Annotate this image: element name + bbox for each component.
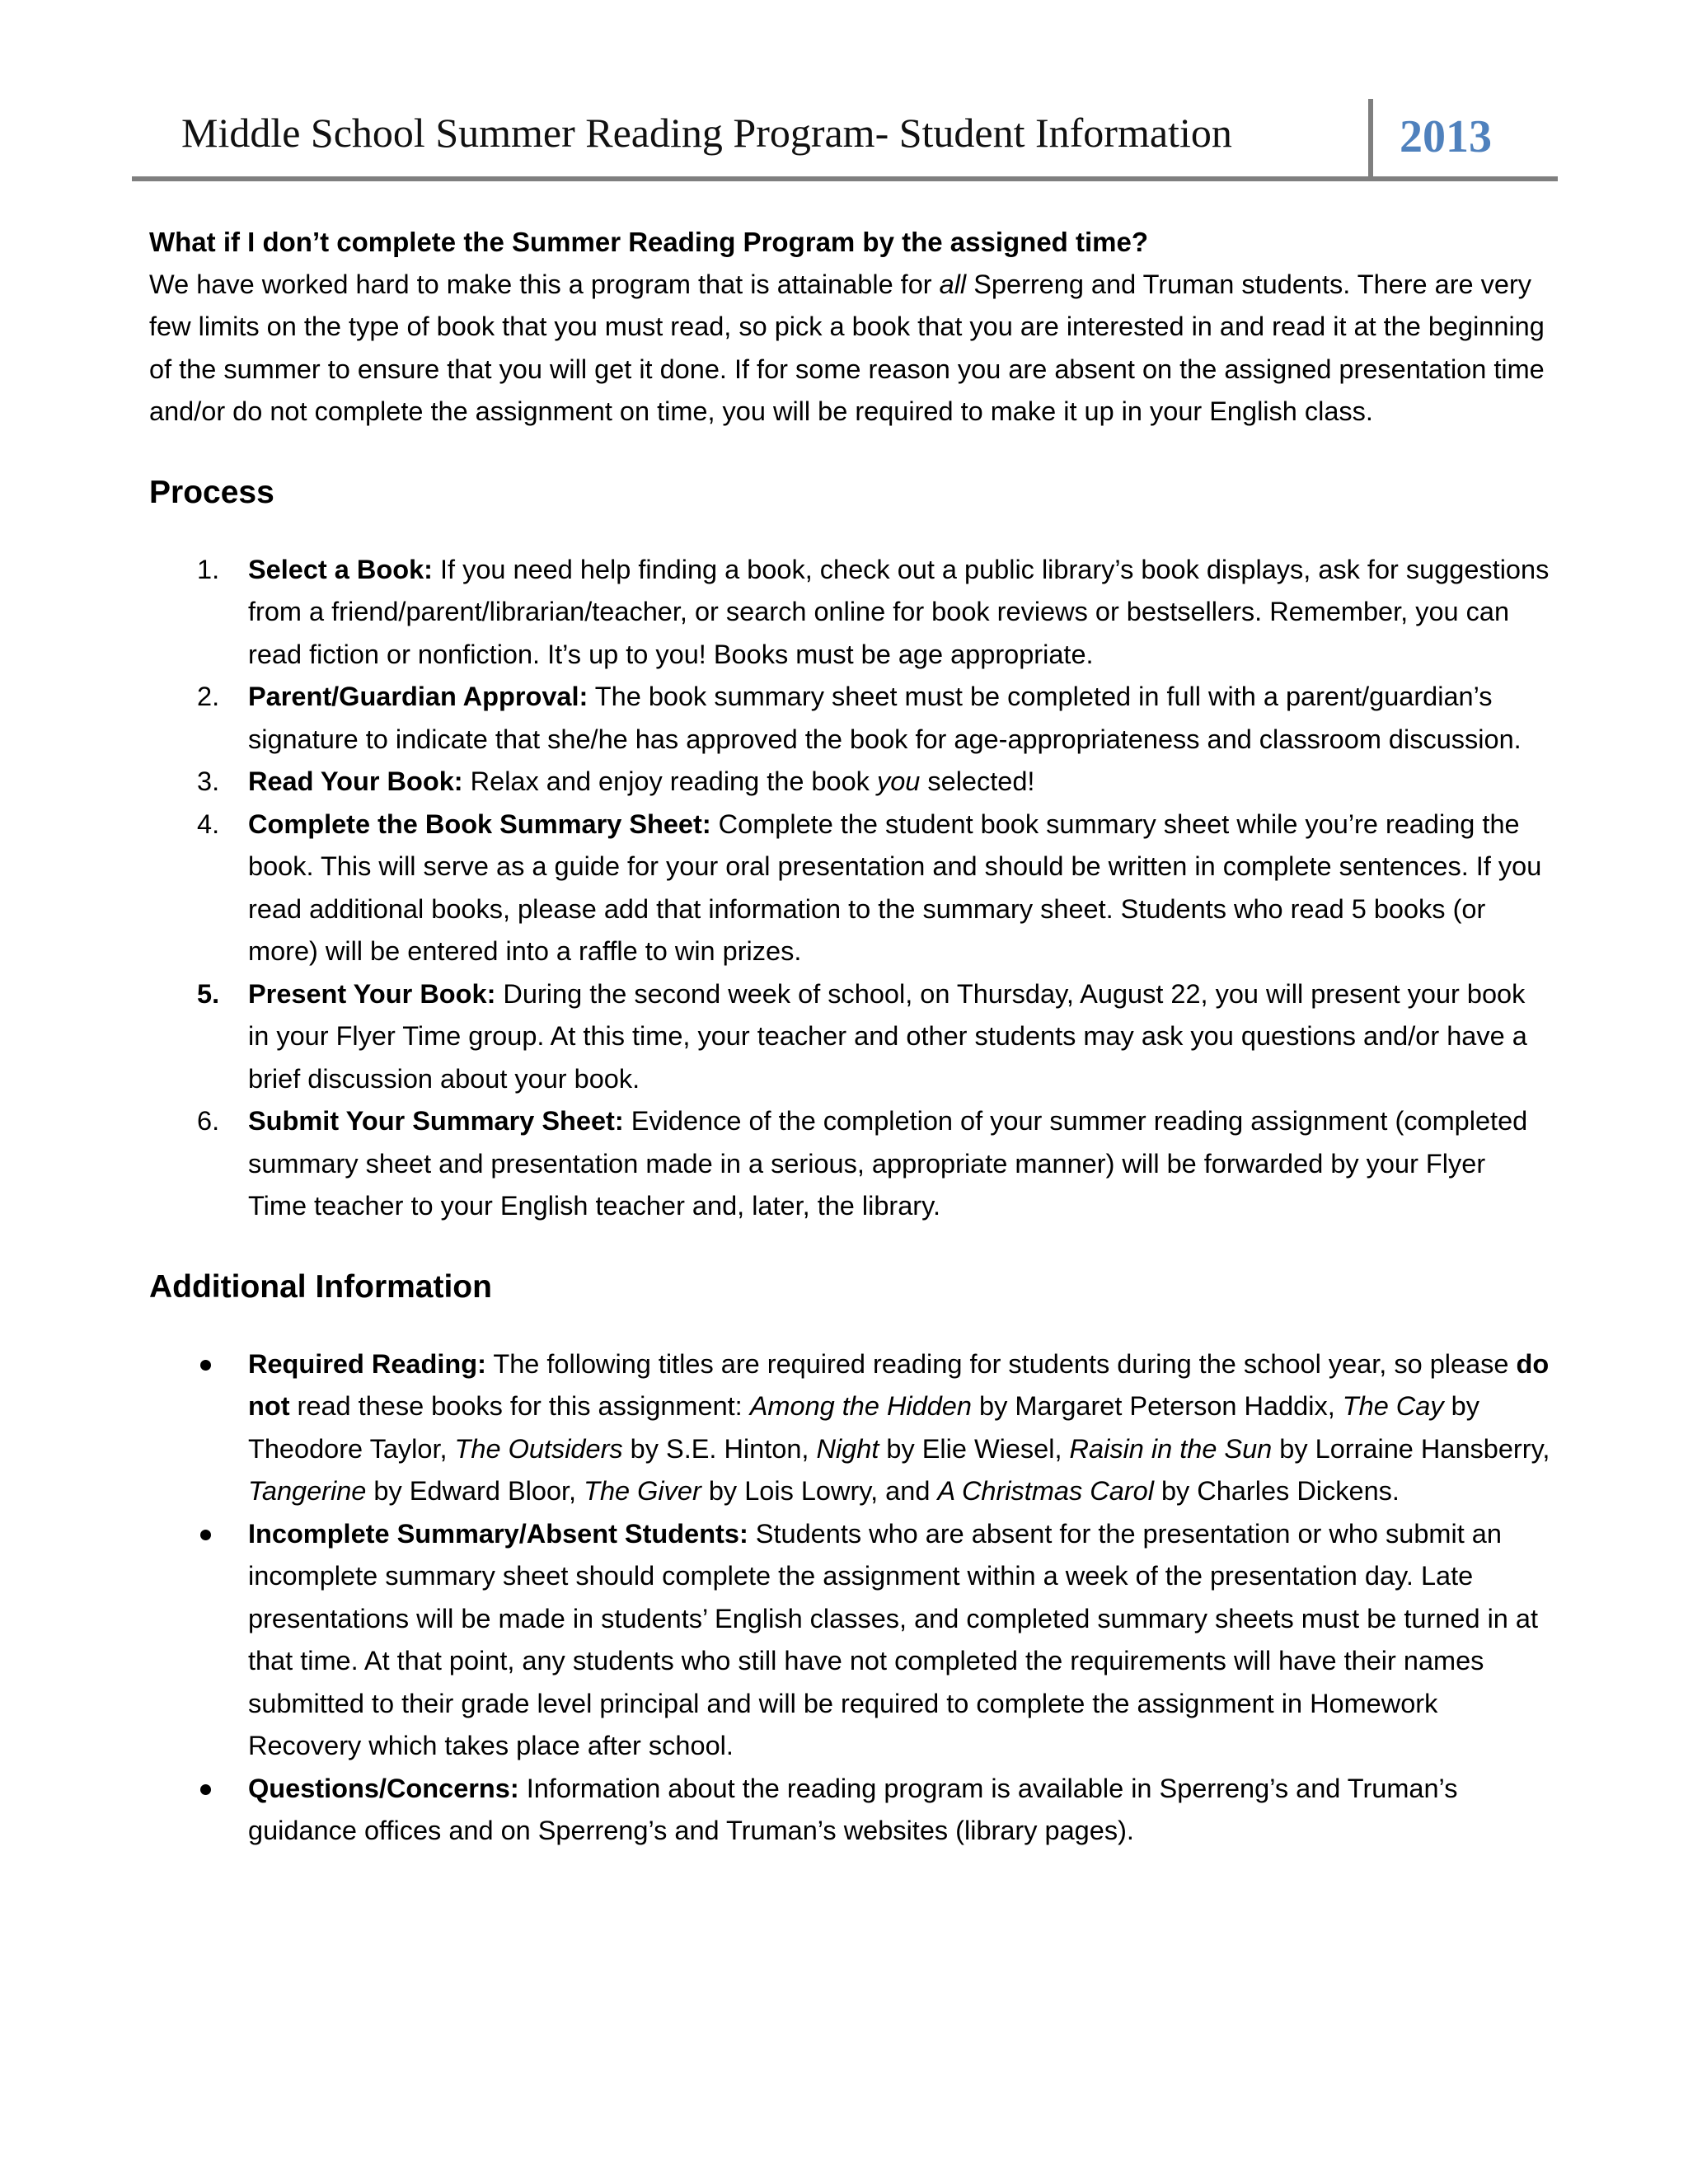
book-title: Tangerine	[248, 1476, 367, 1506]
item-text: The book summary sheet must be completed in full with a parent/guardian’s signature to indicate that she/he has approved the book for age-appropriateness and classroom discussion.	[248, 682, 1522, 754]
list-item	[149, 804, 1550, 973]
header-rule	[132, 176, 1558, 181]
item-number: 4.	[197, 808, 220, 839]
book-title: The Giver	[584, 1476, 701, 1506]
item-text: by Edward Bloor,	[366, 1476, 584, 1506]
item-number: 3.	[197, 766, 220, 796]
list-item	[149, 1343, 1550, 1513]
bullet-icon	[200, 1530, 211, 1540]
list-item	[149, 676, 1550, 761]
item-text: by Theodore Taylor,	[248, 1391, 1479, 1464]
item-text: by S.E. Hinton,	[622, 1433, 817, 1464]
intro-text-2: Sperreng and Truman students. There are very few limits on the type of book that you must read, so pick a book that you are interested in and read it at the beginning of the summer to ensure that you will get it done. If for some reason you are absent on the assigned presentation time and/or do not complete the assignment on time, you will be required to make it up in your English class.	[149, 269, 1545, 426]
item-number: 6.	[197, 1106, 220, 1136]
item-text: Students who are absent for the presentation or who submit an incomplete summary sheet should complete the assignment within a week of the presentation day. Late presentations will be made in students’ English classes, and completed summary sheets must be turned in at that time. At that point, any students who still have not completed the requirements will have their names submitted to their grade level principal and will be required to complete the assignment in Homework Recovery which takes place after school.	[248, 1518, 1539, 1760]
item-label: Complete the Book Summary Sheet:	[248, 808, 711, 839]
list-item	[149, 1100, 1550, 1228]
intro-question: What if I don’t complete the Summer Reading Program by the assigned time?	[149, 227, 1149, 257]
additional-heading: Additional Information	[149, 1268, 492, 1305]
item-number: 5.	[197, 978, 220, 1009]
item-text: The following titles are required reading for students during the school year, so please	[485, 1348, 1517, 1379]
intro-paragraph	[149, 264, 1550, 434]
item-label: Select a Book:	[248, 554, 433, 584]
item-text: by Lois Lowry, and	[701, 1476, 938, 1506]
item-number: 1.	[197, 554, 220, 584]
item-strong: do not	[248, 1348, 1550, 1421]
item-label: Submit Your Summary Sheet:	[248, 1106, 624, 1136]
item-label: Incomplete Summary/Absent Students:	[248, 1518, 748, 1549]
list-item	[149, 549, 1550, 677]
item-text: by Lorraine Hansberry,	[1272, 1433, 1550, 1464]
item-label: Questions/Concerns:	[248, 1773, 519, 1803]
book-title: Night	[816, 1433, 879, 1464]
item-text: by Elie Wiesel,	[879, 1433, 1070, 1464]
item-text: selected!	[920, 766, 1035, 796]
process-list	[149, 549, 1550, 1228]
header-title: Middle School Summer Reading Program- Student Information	[181, 110, 1232, 156]
list-item	[149, 973, 1550, 1101]
item-text: by Charles Dickens.	[1153, 1476, 1400, 1506]
book-title: A Christmas Carol	[937, 1476, 1154, 1506]
header-year: 2013	[1400, 111, 1492, 162]
item-emphasis: you	[876, 766, 921, 796]
process-heading: Process	[149, 474, 274, 510]
list-item	[149, 1513, 1550, 1768]
item-label: Present Your Book:	[248, 978, 496, 1009]
item-text: Relax and enjoy reading the book	[462, 766, 877, 796]
header-divider	[1368, 99, 1373, 178]
list-item	[149, 761, 1550, 804]
item-text: by Margaret Peterson Haddix,	[971, 1391, 1343, 1421]
bullet-icon	[200, 1360, 211, 1371]
item-text: Evidence of the completion of your summer reading assignment (completed summary sheet and presentation made in a serious, appropriate manner) will be forwarded by your Flyer Time teacher to your English teacher and, later, the library.	[248, 1106, 1528, 1221]
additional-list	[149, 1343, 1550, 1853]
page-header	[132, 99, 1558, 181]
item-text: During the second week of school, on Thursday, August 22, you will present your book in your Flyer Time group. At this time, your teacher and other students may ask you questions and/or have a brief discussion about your book.	[248, 978, 1527, 1094]
book-title: The Cay	[1342, 1391, 1444, 1421]
item-text: Information about the reading program is available in Sperreng’s and Truman’s guidance offices and on Sperreng’s and Truman’s websites (library pages).	[248, 1773, 1458, 1845]
item-label: Required Reading:	[248, 1348, 486, 1379]
book-title: Raisin in the Sun	[1069, 1433, 1273, 1464]
item-text: read these books for this assignment:	[289, 1391, 750, 1421]
document-body	[149, 221, 1550, 1853]
item-text: Complete the student book summary sheet while you’re reading the book. This will serve as a guide for your oral presentation and should be written in complete sentences. If you read additional books, please add that information to the summary sheet. Students who read 5 books (or more) will be entered into a raffle to win prizes.	[248, 808, 1542, 966]
intro-emphasis: all	[939, 269, 967, 299]
intro-text-1: We have worked hard to make this a program that is attainable for	[149, 269, 940, 299]
item-label: Read Your Book:	[248, 766, 463, 796]
bullet-icon	[200, 1784, 211, 1795]
list-item	[149, 1768, 1550, 1853]
item-number: 2.	[197, 682, 220, 711]
book-title: The Outsiders	[454, 1433, 623, 1464]
book-title: Among the Hidden	[749, 1391, 972, 1421]
item-label: Parent/Guardian Approval:	[248, 682, 588, 711]
item-text: If you need help finding a book, check out a public library’s book displays, ask for suggestions from a friend/parent/librarian/teacher, or search online for book reviews or bestsellers. Remember, you can read fiction or nonfiction. It’s up to you! Books must be age appropriate.	[248, 554, 1550, 669]
